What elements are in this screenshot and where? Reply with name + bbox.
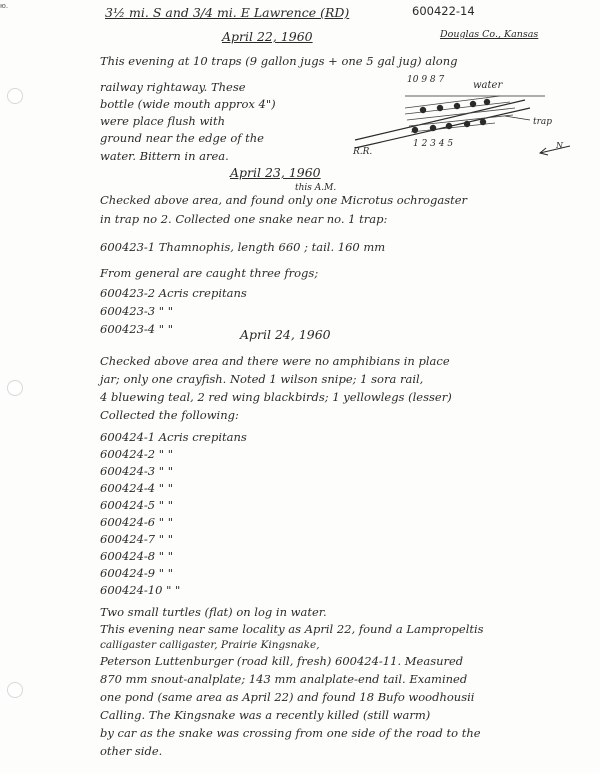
apr24-line2: jar; only one crayfish. Noted 1 wilson snipe; 1 sora rail, bbox=[100, 372, 424, 386]
apr24-evening-4: 870 mm snout-analplate; 143 mm analplate-end tail. Examined bbox=[100, 672, 468, 686]
apr23-line2: in trap no 2. Collected one snake near no. 1 trap: bbox=[100, 212, 388, 226]
trap-marker bbox=[430, 125, 436, 131]
apr24-evening-6: Calling. The Kingsnake was a recently killed (still warm) bbox=[100, 708, 431, 722]
field-number: 600422-14 bbox=[412, 4, 475, 18]
trap-markers bbox=[412, 99, 490, 133]
apr23-specimen-3: 600423-3 " " bbox=[100, 304, 173, 318]
water-hatching bbox=[405, 96, 515, 132]
apr24-evening-5: one pond (same area as April 22) and found 18 Bufo woodhousii bbox=[100, 690, 475, 704]
apr24-specimen: 600424-3 " " bbox=[100, 464, 173, 478]
apr24-evening-2: calligaster calligaster, Prairie Kingsnake, bbox=[100, 639, 320, 651]
apr24-evening-3: Peterson Luttenburger (road kill, fresh) 600424-11. Measured bbox=[100, 654, 464, 668]
binder-hole-bottom bbox=[7, 682, 23, 698]
apr24-specimen: 600424-5 " " bbox=[100, 498, 173, 512]
trap-marker bbox=[484, 99, 490, 105]
apr22-line6: water. Bittern in area. bbox=[100, 149, 229, 163]
apr23-specimen-2: 600423-2 Acris crepitans bbox=[100, 286, 247, 300]
trap-marker bbox=[464, 121, 470, 127]
diagram-rr-label: R.R. bbox=[353, 147, 373, 157]
header-location: 3½ mi. S and 3/4 mi. E Lawrence (RD) bbox=[105, 5, 350, 20]
apr24-specimen: 600424-7 " " bbox=[100, 532, 173, 546]
trap-pointer bbox=[505, 116, 530, 120]
apr23-specimen-4: 600423-4 " " bbox=[100, 322, 173, 336]
date-apr23: April 23, 1960 bbox=[230, 165, 321, 180]
apr24-specimen: 600424-2 " " bbox=[100, 447, 173, 461]
apr24-specimen: 600424-8 " " bbox=[100, 549, 173, 563]
trap-marker bbox=[470, 101, 476, 107]
apr24-specimen: 600424-10 " " bbox=[100, 583, 181, 597]
apr24-evening-7: by car as the snake was crossing from one side of the road to the bbox=[100, 726, 481, 740]
binder-hole-middle bbox=[7, 380, 23, 396]
trap-marker bbox=[454, 103, 460, 109]
apr24-specimen: 600424-4 " " bbox=[100, 481, 173, 495]
county: Douglas Co., Kansas bbox=[440, 29, 539, 40]
apr24-evening-1: This evening near same locality as April 22, found a Lampropeltis bbox=[100, 622, 484, 636]
trap-marker bbox=[437, 105, 443, 111]
trap-marker bbox=[420, 107, 426, 113]
diagram-north-label: N bbox=[556, 141, 563, 150]
apr22-line3: bottle (wide mouth approx 4") bbox=[100, 97, 276, 111]
binder-hole-top bbox=[7, 88, 23, 104]
corner-mark: ю. bbox=[0, 2, 9, 10]
apr24-line1: Checked above area and there were no amphibians in place bbox=[100, 354, 450, 368]
apr22-line2: railway rightaway. These bbox=[100, 80, 246, 94]
diagram-trap-label: trap bbox=[533, 117, 553, 127]
date-apr24: April 24, 1960 bbox=[240, 327, 331, 342]
apr24-specimen: 600424-9 " " bbox=[100, 566, 173, 580]
trap-marker bbox=[446, 123, 452, 129]
apr23-insert: this A.M. bbox=[295, 183, 337, 193]
apr24-line4: Collected the following: bbox=[100, 408, 239, 422]
apr23-line1: Checked above area, and found only one Microtus ochrogaster bbox=[100, 193, 468, 207]
apr23-line3: From general are caught three frogs; bbox=[100, 266, 319, 280]
trap-diagram bbox=[345, 68, 580, 168]
diagram-water-label: water bbox=[473, 80, 503, 91]
apr22-line1: This evening at 10 traps (9 gallon jugs + one 5 gal jug) along bbox=[100, 54, 458, 68]
date-apr22: April 22, 1960 bbox=[222, 29, 313, 44]
trap-marker bbox=[412, 127, 418, 133]
apr24-evening-8: other side. bbox=[100, 744, 163, 758]
apr24-turtles: Two small turtles (flat) on log in water. bbox=[100, 605, 327, 619]
apr22-line4: were place flush with bbox=[100, 114, 225, 128]
apr24-line3: 4 bluewing teal, 2 red wing blackbirds; 1 yellowlegs (lesser) bbox=[100, 390, 452, 404]
apr24-specimen: 600424-6 " " bbox=[100, 515, 173, 529]
apr24-specimen: 600424-1 Acris crepitans bbox=[100, 430, 247, 444]
diagram-numbers-bottom: 1 2 3 4 5 bbox=[413, 139, 454, 149]
apr22-line5: ground near the edge of the bbox=[100, 131, 264, 145]
diagram-numbers-top: 10 9 8 7 bbox=[407, 75, 445, 85]
apr23-specimen-1: 600423-1 Thamnophis, length 660 ; tail. 160 mm bbox=[100, 240, 386, 254]
trap-marker bbox=[480, 119, 486, 125]
